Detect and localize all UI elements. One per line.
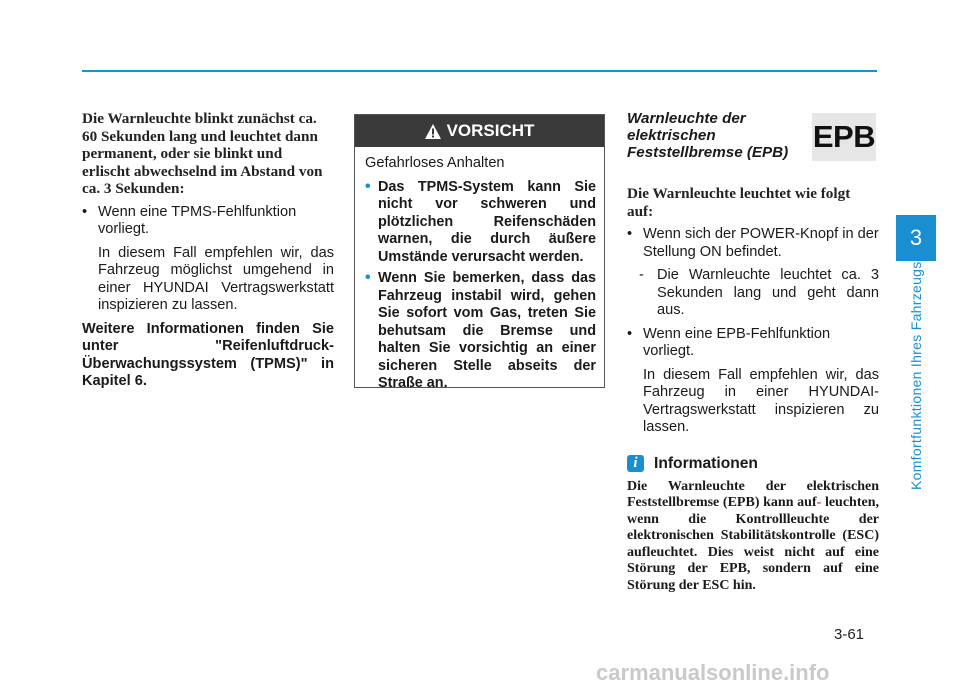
bullet-dot: • [82, 203, 88, 220]
caution-bullet-dot: • [365, 269, 371, 286]
caution-item-text: Wenn Sie bemerken, dass das Fahrzeug instabil wird, gehen Sie sofort vom Gas, treten Sie behutsam die Bremse und halten Sie vorsichtig an einer sicheren Stelle abseits der Straße an. [378, 270, 596, 391]
chapter-tab: 3 [896, 215, 936, 261]
dash-marker: - [639, 267, 644, 283]
warning-icon [425, 124, 441, 139]
info-hyphen: - [816, 495, 822, 510]
caution-heading: Gefahrloses Anhalten [365, 155, 505, 171]
info-text-part-a: Die Warnleuchte der elektrischen Feststellbremse (EPB) kann auf [627, 478, 879, 510]
bullet-dot: • [627, 325, 633, 342]
tpms-intro: Die Warnleuchte blinkt zunächst ca. 60 Sekunden lang und leuchtet dann permanent, oder sie blinkt und erlischt abwechselnd im Abstand von ca. 3 Sekunden: [82, 110, 323, 197]
epb-bullet-malfunction [627, 326, 879, 361]
caution-header [355, 115, 604, 147]
info-text-part-b: leuchten, wenn die Kontrollleuchte der elektronischen Stabilitätskontrolle (ESC) aufleuchtet. Dies weist nicht auf eine Störung der EPB, sondern auf eine Störung der ESC hin. [627, 495, 880, 593]
caution-bullet-dot: • [365, 177, 371, 195]
caution-item [365, 270, 596, 393]
caution-item [365, 179, 596, 267]
tpms-bullet-text: Wenn eine TPMS-Fehlfunktion vorliegt. [98, 203, 297, 237]
epb-lead: Die Warnleuchte leuchtet wie folgt auf: [627, 185, 851, 220]
page-number: 3-61 [834, 626, 865, 643]
info-header [627, 455, 879, 473]
epb-sub-item-text: Die Warnleuchte leuchtet ca. 3 Sekunden lang und geht dann aus. [657, 267, 879, 318]
info-title: Informationen [654, 454, 758, 472]
caution-body [355, 147, 604, 393]
chapter-side-label [905, 261, 927, 490]
epb-indicator-icon: EPB [812, 113, 876, 161]
tpms-more-info: Weitere Informationen finden Sie unter "Reifenluftdruck-Überwachungssystem (TPMS)" in Kapitel 6. [82, 320, 334, 389]
info-text [627, 479, 879, 595]
caution-title: VORSICHT [446, 121, 535, 140]
caution-item-text: Das TPMS-System kann Sie nicht vor schweren und plötzlichen Reifenschäden warnen, die durch äußere Umstände verursacht werden. [378, 178, 596, 265]
epb-bullet-power-text: Wenn sich der POWER-Knopf in der Stellung ON befindet. [643, 226, 879, 260]
bullet-dot: • [627, 226, 633, 242]
epb-section-title: Warnleuchte der elektrischen Feststellbremse (EPB) [627, 110, 789, 161]
watermark: carmanualsonline.info [596, 660, 830, 685]
tpms-bullet [82, 204, 334, 239]
epb-bullet-power [627, 226, 879, 261]
chapter-side-label-text: Komfortfunktionen Ihres Fahrzeugs [908, 261, 924, 490]
tpms-bullet-detail: In diesem Fall empfehlen wir, das Fahrzeug möglichst umgehend in einer HYUNDAI Vertragswerkstatt inspizieren zu lassen. [98, 244, 334, 313]
left-column [82, 110, 334, 391]
info-icon: i [627, 455, 644, 472]
top-rule [82, 70, 877, 72]
epb-malfunction-detail: In diesem Fall empfehlen wir, das Fahrzeug in einer HYUNDAI-Vertragswerkstatt inspizieren zu lassen. [643, 366, 879, 435]
caution-box [354, 114, 605, 391]
right-column [627, 110, 879, 594]
epb-sub-item [627, 267, 879, 320]
epb-bullet-malfunction-text: Wenn eine EPB-Fehlfunktion vorliegt. [643, 325, 831, 359]
